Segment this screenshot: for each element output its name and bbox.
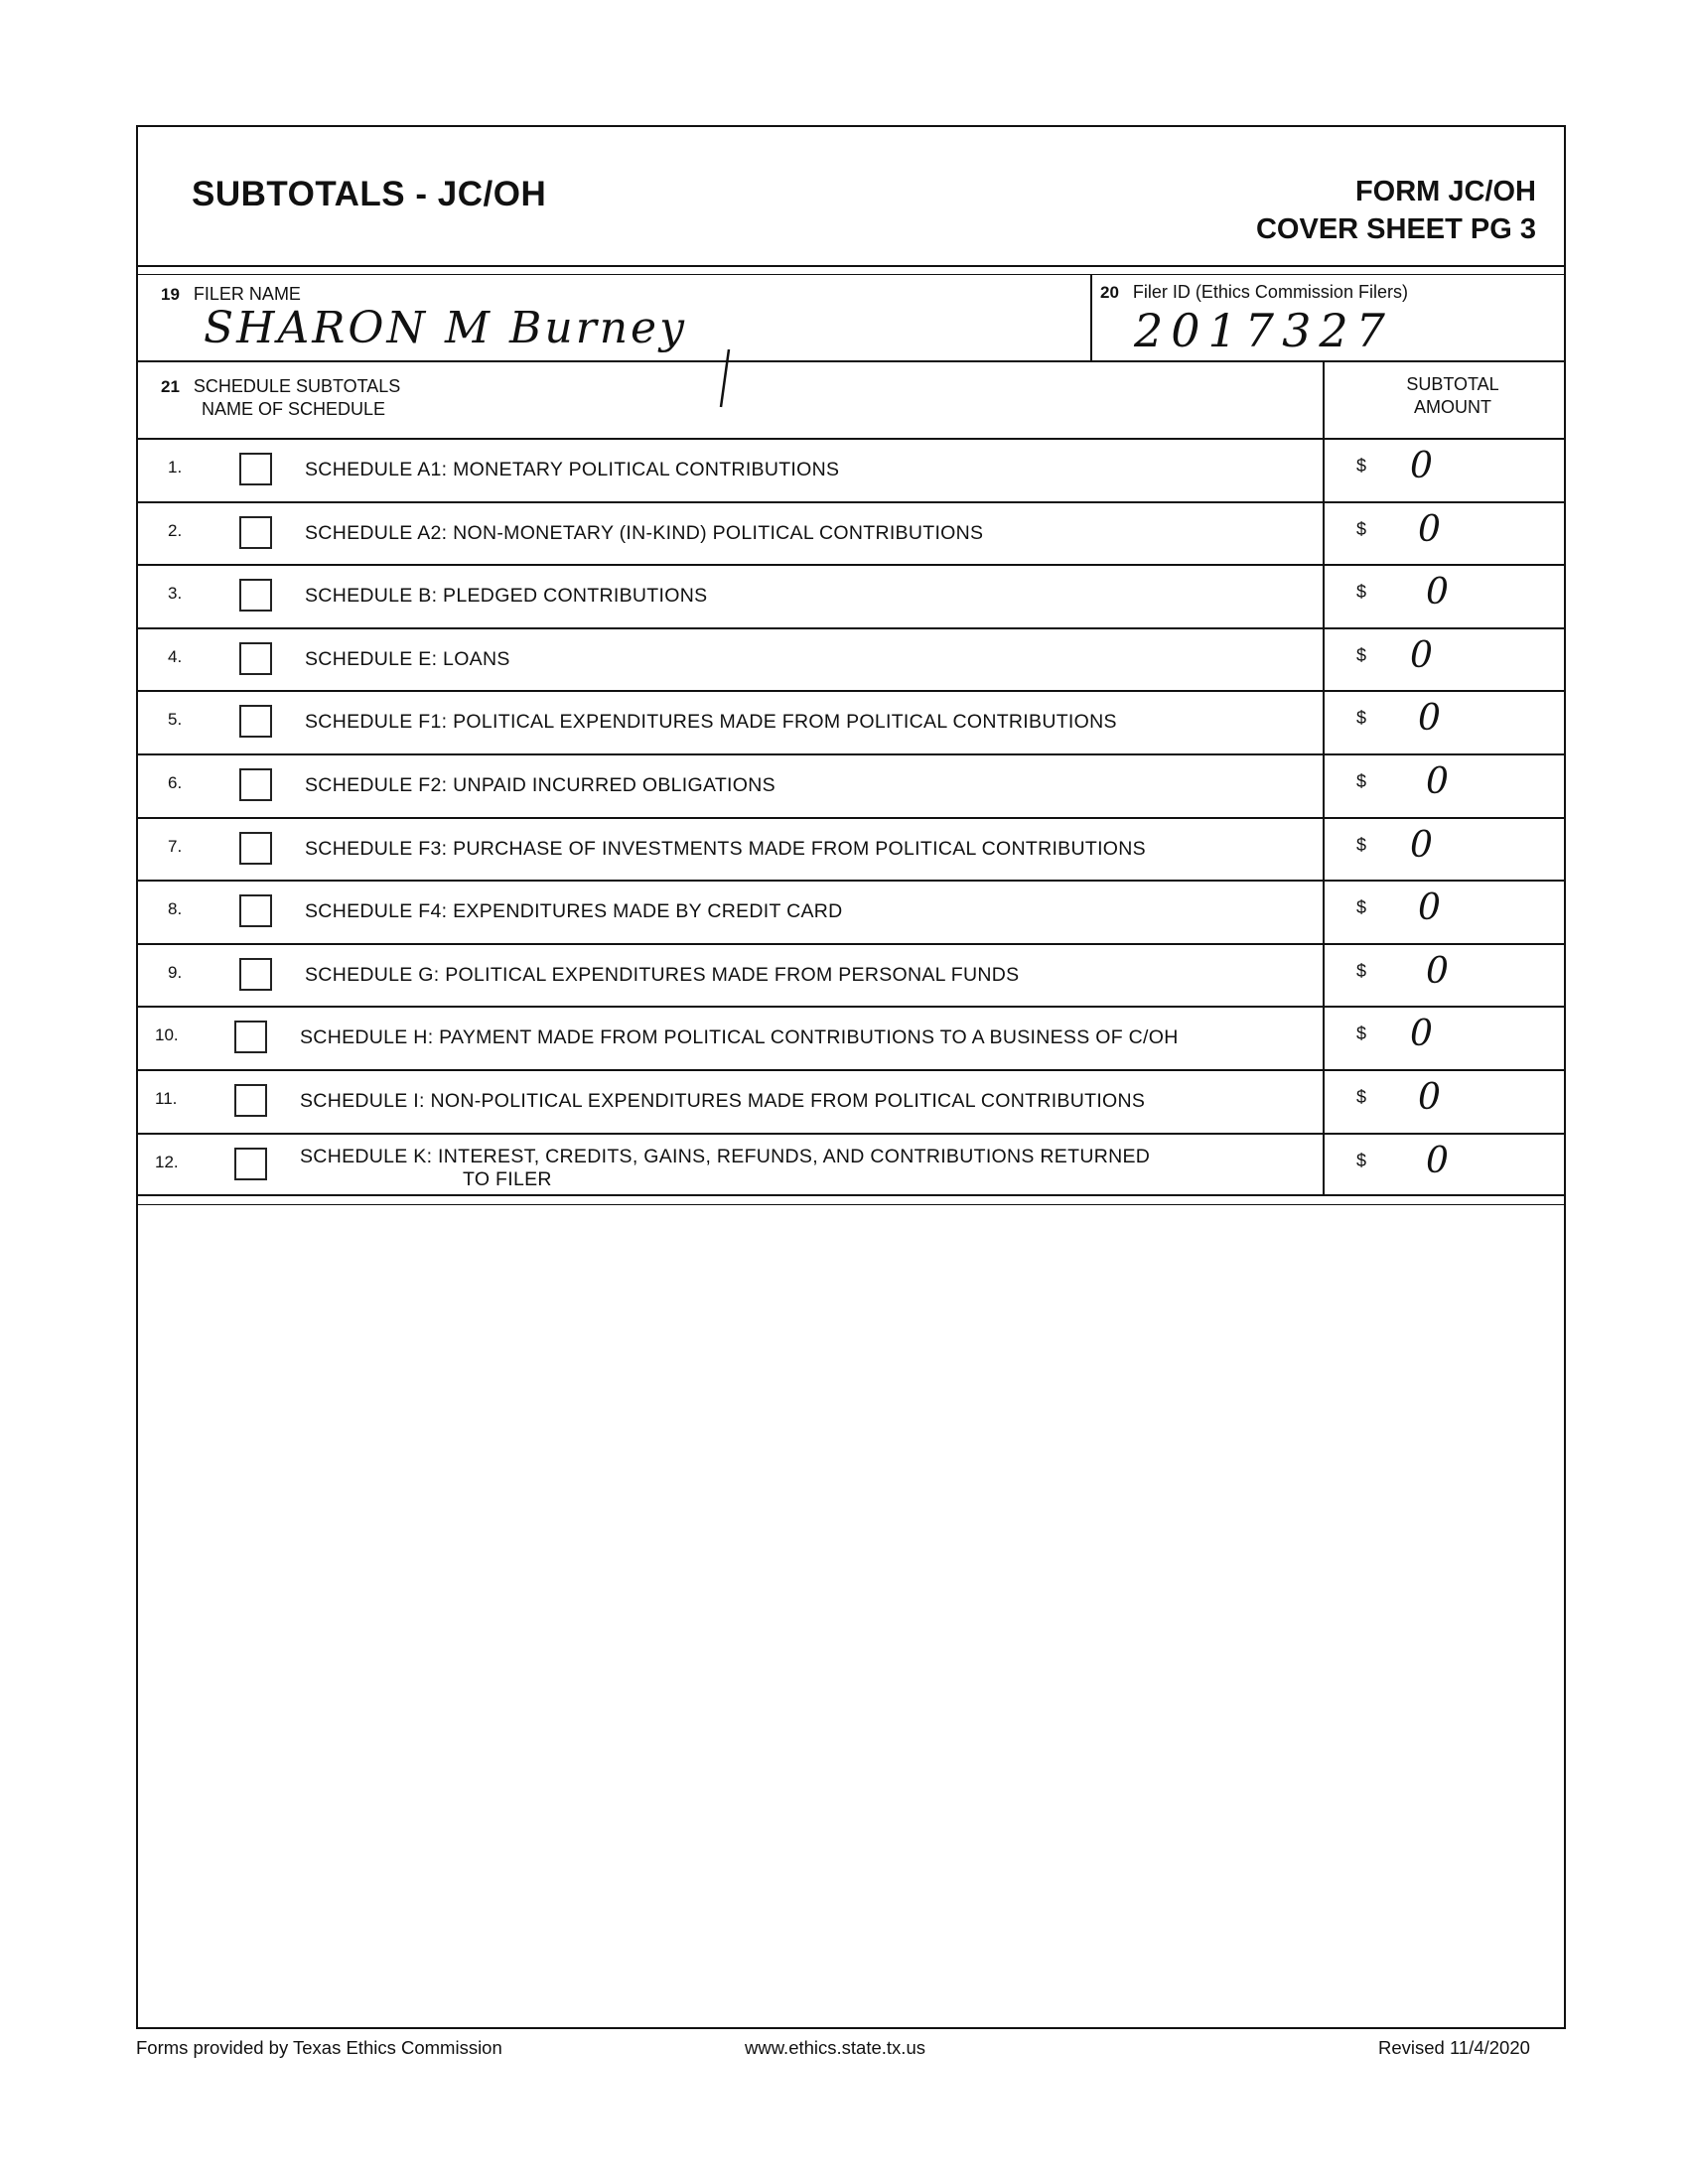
row-number: 10. — [155, 1025, 179, 1044]
currency-symbol: $ — [1356, 771, 1367, 791]
row-divider — [138, 564, 1564, 566]
schedule-name — [305, 900, 843, 923]
subtotal-amount-field[interactable]: 0 — [1426, 761, 1449, 802]
filer-id-label: 20 Filer ID (Ethics Commission Filers) — [1100, 282, 1408, 302]
schedule-name-line1: SCHEDULE E: LOANS — [305, 648, 510, 670]
schedule-name — [305, 522, 983, 545]
schedule-name — [305, 838, 1146, 861]
footer-website[interactable]: www.ethics.state.tx.us — [745, 2037, 925, 2058]
subtotal-amount-field[interactable]: 0 — [1418, 1077, 1441, 1118]
schedule-checkbox[interactable] — [239, 579, 272, 612]
subtotal-amount-field[interactable]: 0 — [1410, 446, 1433, 486]
schedule-name — [305, 711, 1117, 734]
row-divider — [138, 627, 1564, 629]
schedule-name-line1: SCHEDULE G: POLITICAL EXPENDITURES MADE FROM PERSONAL FUNDS — [305, 964, 1020, 986]
currency-symbol: $ — [1356, 835, 1367, 855]
row-number: 11. — [155, 1089, 178, 1108]
row-number: 9. — [168, 963, 183, 982]
subtotal-amount-header: SUBTOTAL AMOUNT — [1406, 374, 1499, 417]
row-divider — [138, 1069, 1564, 1071]
currency-symbol: $ — [1356, 897, 1367, 917]
currency-symbol: $ — [1356, 1151, 1367, 1170]
currency-symbol: $ — [1356, 582, 1367, 602]
filer-id-divider — [1090, 275, 1092, 362]
row-divider — [138, 817, 1564, 819]
schedule-checkbox[interactable] — [239, 642, 272, 675]
currency-symbol: $ — [1356, 961, 1367, 981]
schedule-name-line1: SCHEDULE H: PAYMENT MADE FROM POLITICAL CONTRIBUTIONS TO A BUSINESS OF C/OH — [300, 1026, 1179, 1048]
schedule-name-line1: SCHEDULE A2: NON-MONETARY (IN-KIND) POLITICAL CONTRIBUTIONS — [305, 522, 984, 544]
currency-symbol: $ — [1356, 708, 1367, 728]
row-number: 8. — [168, 899, 183, 918]
row-number: 3. — [168, 584, 183, 603]
subtotal-amount-field[interactable]: 0 — [1418, 698, 1441, 739]
currency-symbol: $ — [1356, 519, 1367, 539]
row-divider — [138, 438, 1564, 440]
schedule-name — [305, 964, 1019, 987]
footer-revised: Revised 11/4/2020 — [1378, 2037, 1530, 2058]
form-identifier — [1256, 173, 1536, 248]
currency-symbol: $ — [1356, 1087, 1367, 1107]
schedule-checkbox[interactable] — [239, 832, 272, 865]
schedule-name — [300, 1090, 1145, 1113]
row-divider — [138, 1133, 1564, 1135]
row-divider — [138, 753, 1564, 755]
subtotal-amount-field[interactable]: 0 — [1426, 1141, 1449, 1181]
header-divider-2 — [138, 274, 1564, 275]
schedule-name-line1: SCHEDULE F3: PURCHASE OF INVESTMENTS MADE FROM POLITICAL CONTRIBUTIONS — [305, 838, 1146, 860]
schedule-name — [305, 648, 510, 671]
schedule-name — [305, 774, 775, 797]
schedule-checkbox[interactable] — [234, 1148, 267, 1180]
row-number: 12. — [155, 1153, 179, 1171]
row-number: 6. — [168, 773, 183, 792]
schedule-checkbox[interactable] — [239, 958, 272, 991]
row-divider — [138, 1006, 1564, 1008]
subtotal-amount-field[interactable]: 0 — [1426, 951, 1449, 992]
schedule-name-line2: TO FILER — [463, 1168, 552, 1190]
schedule-name-line1: SCHEDULE A1: MONETARY POLITICAL CONTRIBUTIONS — [305, 459, 840, 480]
row-divider — [138, 880, 1564, 882]
currency-symbol: $ — [1356, 1024, 1367, 1043]
schedule-checkbox[interactable] — [239, 768, 272, 801]
row-number: 5. — [168, 710, 183, 729]
row-divider — [138, 501, 1564, 503]
subtotal-amount-field[interactable]: 0 — [1410, 825, 1433, 866]
form-title: SUBTOTALS - JC/OH — [192, 175, 547, 213]
schedule-checkbox[interactable] — [239, 894, 272, 927]
table-bottom-line — [138, 1194, 1564, 1196]
filer-id-value[interactable]: 2017327 — [1134, 304, 1393, 357]
filer-section-bottom — [138, 360, 1564, 362]
schedule-checkbox[interactable] — [234, 1084, 267, 1117]
row-divider — [138, 943, 1564, 945]
schedule-checkbox[interactable] — [239, 516, 272, 549]
row-divider — [138, 690, 1564, 692]
subtotal-amount-field[interactable]: 0 — [1426, 572, 1449, 613]
filer-name-value[interactable]: SHARON M Burney — [204, 303, 687, 353]
footer-provider: Forms provided by Texas Ethics Commission — [136, 2037, 502, 2058]
row-number: 7. — [168, 837, 183, 856]
currency-symbol: $ — [1356, 645, 1367, 665]
row-number: 4. — [168, 647, 183, 666]
schedule-name — [305, 585, 707, 608]
schedule-name-line1: SCHEDULE I: NON-POLITICAL EXPENDITURES MADE FROM POLITICAL CONTRIBUTIONS — [300, 1090, 1146, 1112]
schedule-name-line1: SCHEDULE B: PLEDGED CONTRIBUTIONS — [305, 585, 708, 607]
schedule-checkbox[interactable] — [234, 1021, 267, 1053]
schedule-name — [305, 459, 839, 481]
schedule-name — [300, 1026, 1179, 1049]
schedule-name-line1: SCHEDULE F2: UNPAID INCURRED OBLIGATIONS — [305, 774, 775, 796]
pen-stroke-mark — [715, 347, 735, 409]
schedule-name-line1: SCHEDULE F1: POLITICAL EXPENDITURES MADE FROM POLITICAL CONTRIBUTIONS — [305, 711, 1117, 733]
subtotal-amount-field[interactable]: 0 — [1410, 1014, 1433, 1054]
schedule-checkbox[interactable] — [239, 453, 272, 485]
schedule-name — [300, 1146, 1150, 1191]
subtotal-amount-field[interactable]: 0 — [1418, 887, 1441, 928]
form-id-line1: FORM JC/OH — [1354, 176, 1536, 207]
table-bottom-line-2 — [138, 1204, 1564, 1205]
currency-symbol: $ — [1356, 456, 1367, 476]
schedule-checkbox[interactable] — [239, 705, 272, 738]
schedule-subtotals-label: 21 SCHEDULE SUBTOTALS NAME OF SCHEDULE — [161, 376, 401, 419]
schedule-name-line1: SCHEDULE K: INTEREST, CREDITS, GAINS, REFUNDS, AND CONTRIBUTIONS RETURNED — [300, 1146, 1151, 1167]
subtotal-amount-field[interactable]: 0 — [1410, 635, 1433, 676]
header-divider — [138, 265, 1564, 267]
subtotal-amount-field[interactable]: 0 — [1418, 509, 1441, 550]
filer-name-label: 19 FILER NAME — [161, 284, 301, 304]
row-number: 2. — [168, 521, 183, 540]
row-number: 1. — [168, 458, 183, 477]
schedule-name-line1: SCHEDULE F4: EXPENDITURES MADE BY CREDIT CARD — [305, 900, 843, 922]
form-id-line2: COVER SHEET PG 3 — [1255, 213, 1536, 245]
